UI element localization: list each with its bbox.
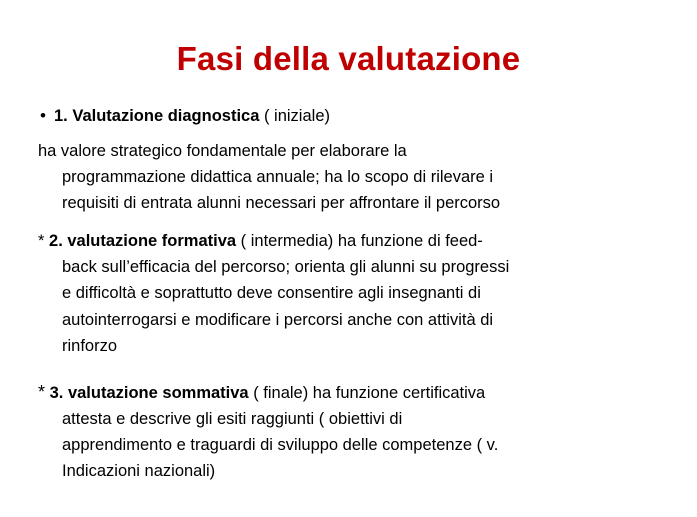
slide-body bbox=[0, 103, 697, 484]
paragraph-line: Indicazioni nazionali) bbox=[62, 462, 216, 481]
paragraph-line: apprendimento e traguardi di sviluppo delle competenze ( v. bbox=[62, 436, 499, 455]
paragraph-line: e difficoltà e soprattutto deve consentire agli insegnanti di bbox=[62, 284, 481, 303]
list-item-heading-bold: 1. Valutazione diagnostica bbox=[54, 107, 260, 126]
paragraph-line: back sull’efficacia del percorso; orienta gli alunni su progressi bbox=[62, 258, 510, 277]
page-title: Fasi della valutazione bbox=[176, 40, 521, 77]
list-item-heading-bold: 2. valutazione formativa bbox=[49, 232, 237, 251]
list-item bbox=[40, 103, 659, 130]
paragraph-line: rinforzo bbox=[62, 336, 118, 355]
paragraph-diagnostica bbox=[38, 138, 659, 216]
list-item-heading-bold: 3. valutazione sommativa bbox=[49, 383, 249, 402]
list-item bbox=[38, 228, 659, 358]
list-item-heading bbox=[54, 103, 659, 129]
list-item-heading-rest: ( intermedia) ha funzione di feed- bbox=[236, 232, 483, 251]
asterisk-icon: * bbox=[38, 381, 46, 402]
paragraph-line: programmazione didattica annuale; ha lo scopo di rilevare i bbox=[62, 168, 494, 187]
asterisk-icon: * bbox=[38, 232, 45, 251]
paragraph-line: requisiti di entrata alunni necessari per affrontare il percorso bbox=[62, 194, 501, 213]
list-item-heading-rest: ( finale) ha funzione certificativa bbox=[248, 383, 486, 402]
paragraph-line: attesta e descrive gli esiti raggiunti ( obiettivi di bbox=[62, 410, 403, 429]
list-item-heading-rest: ( iniziale) bbox=[259, 107, 330, 126]
bullet-icon: • bbox=[40, 106, 46, 126]
list-item-heading bbox=[38, 228, 659, 254]
list-item bbox=[38, 378, 659, 485]
paragraph-line: ha valore strategico fondamentale per elaborare la bbox=[38, 142, 407, 161]
paragraph-line: autointerrogarsi e modificare i percorsi anche con attività di bbox=[62, 310, 494, 329]
list-item-heading bbox=[38, 378, 659, 406]
